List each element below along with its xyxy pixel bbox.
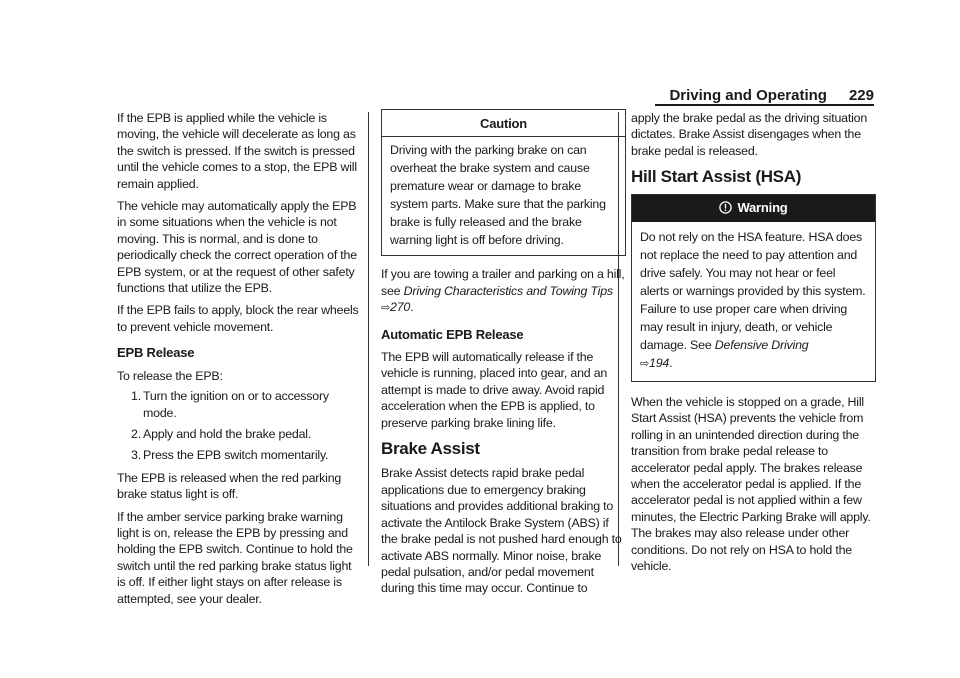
paragraph: If the EPB fails to apply, block the rear wheels to prevent vehicle movement. [117, 303, 359, 334]
paragraph: When the vehicle is stopped on a grade, Hill Start Assist (HSA) prevents the vehicle from rolling in an unintended direction during the transition from brake pedal release to accelerator pedal apply. The brakes release when the accelerator pedal is applied. If the accelerator pedal is not applied within a few minutes, the Electric Parking Brake will apply. The brakes may also release under other conditions. Do not rely on HSA to hold the vehicle. [631, 395, 871, 574]
caution-text: Driving with the parking brake on can overheat the brake system and cause premature wear or damage to brake system parts. Make sure that the parking brake is fully released and the brake warning light is off before driving. [390, 143, 606, 248]
paragraph: Brake Assist detects rapid brake pedal applications due to emergency braking situations and provides additional braking to activate the Antilock Brake System (ABS) if the brake pedal is not pushed hard enough to activate ABS normally. Minor noise, brake pedal pulsation, and/or pedal movement during this time may occur. Continue to [381, 466, 622, 596]
warning-header [632, 195, 875, 222]
heading-epb-release: EPB Release [117, 345, 195, 361]
release-steps [117, 388, 362, 464]
warning-text: Do not rely on the HSA feature. HSA does not replace the need to pay attention and drive safely. You may not hear or feel alerts or warnings provided by this system. Failure to use proper care when driving may result in injury, death, or vehicle damage. See Defensive Driving ⇨194. [640, 230, 866, 371]
paragraph: If you are towing a trailer and parking on a hill, see Driving Characteristics and Towing Tips ⇨270. [381, 267, 625, 315]
caution-box [381, 109, 626, 256]
page-ref[interactable]: 270 [390, 300, 411, 315]
page-ref-arrow-icon: ⇨ [640, 358, 650, 371]
column-divider-1-lower [368, 254, 369, 566]
cross-reference-link[interactable]: Defensive Driving [714, 338, 809, 353]
column-2 [381, 110, 626, 603]
paragraph: apply the brake pedal as the driving situation dictates. Brake Assist disengages when the brake pedal is released. [631, 111, 868, 158]
paragraph: If the EPB is applied while the vehicle is moving, the vehicle will decelerate as long as the switch is pressed. If the switch is pressed until the vehicle comes to a stop, the EPB will remain applied. [117, 111, 357, 191]
column-divider-1 [368, 112, 369, 254]
list-item: 1. Turn the ignition on or to accessory mode. [131, 389, 329, 420]
list-item: 3. Press the EPB switch momentarily. [131, 448, 329, 463]
page-number: 229 [848, 86, 874, 104]
column-3 [631, 110, 876, 581]
caution-title: Caution [382, 110, 625, 137]
heading-brake-assist: Brake Assist [381, 439, 480, 459]
header-rule [655, 104, 874, 106]
paragraph: The EPB will automatically release if the vehicle is running, placed into gear, and an attempt is made to drive away. Avoid rapid acceleration when the EPB is applied, to preserve parking brake lining life. [381, 350, 608, 430]
page-ref-arrow-icon: ⇨ [381, 302, 391, 315]
warning-box [631, 194, 876, 382]
paragraph: The EPB is released when the red parking brake status light is off. [117, 470, 342, 502]
paragraph: If the amber service parking brake warning light is on, release the EPB by pressing and holding the EPB switch. Continue to hold the switch until the red parking brake status light is off. If either light stays on after release is attempted, see your dealer. [117, 509, 353, 606]
column-1 [117, 110, 362, 613]
page-ref[interactable]: 194 [649, 356, 670, 371]
section-title: Driving and Operating [669, 86, 827, 104]
heading-automatic-epb-release: Automatic EPB Release [381, 326, 524, 342]
warning-title: Warning [737, 199, 788, 215]
list-item: 2. Apply and hold the brake pedal. [131, 426, 312, 441]
cross-reference-link[interactable]: Driving Characteristics and Towing Tips [403, 283, 613, 298]
paragraph: The vehicle may automatically apply the EPB in some situations when the vehicle is not moving. This is normal, and is done to periodically check the correct operation of the EPB system, or at the request of other safety functions that utilize the EPB. [117, 199, 357, 296]
warning-icon [719, 201, 732, 214]
paragraph: To release the EPB: [117, 368, 223, 383]
heading-hill-start-assist: Hill Start Assist (HSA) [631, 167, 802, 187]
